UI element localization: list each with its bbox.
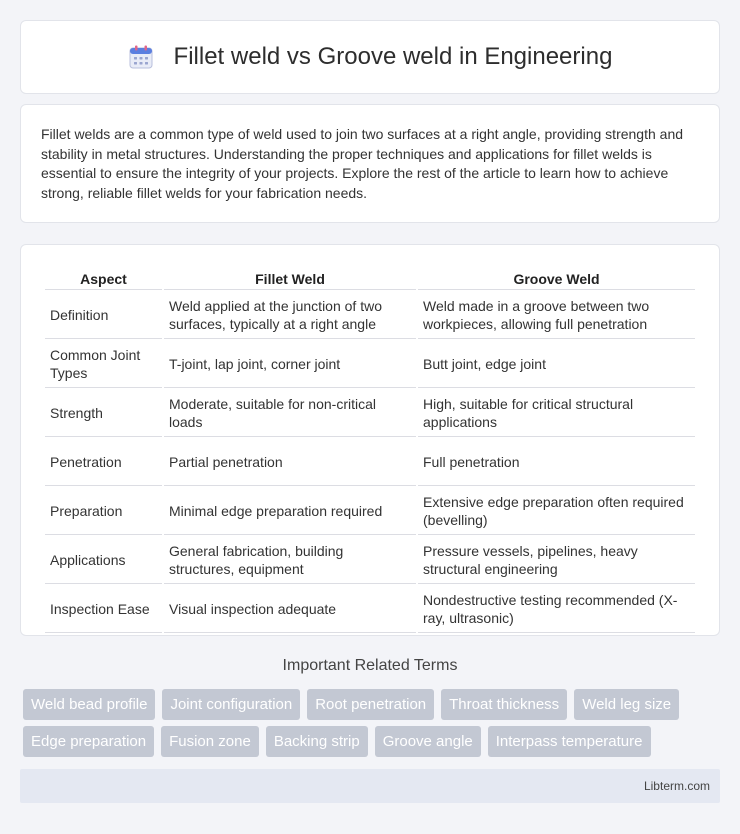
term-tag[interactable]: Interpass temperature: [488, 726, 651, 757]
groove-cell: High, suitable for critical structural applications: [418, 390, 695, 437]
groove-cell: Weld made in a groove between two workpieces, allowing full penetration: [418, 292, 695, 339]
table-header-row: [45, 267, 695, 290]
header-fillet-weld: Fillet Weld: [164, 267, 416, 290]
aspect-cell: Common Joint Types: [45, 341, 162, 388]
groove-cell: Full penetration: [418, 439, 695, 486]
fillet-cell: Minimal edge preparation required: [164, 488, 416, 535]
fillet-cell: T-joint, lap joint, corner joint: [164, 341, 416, 388]
groove-cell: Extensive edge preparation often required (bevelling): [418, 488, 695, 535]
term-tag[interactable]: Backing strip: [266, 726, 368, 757]
related-terms-row-1: [23, 689, 723, 720]
groove-cell: Pressure vessels, pipelines, heavy structural engineering: [418, 537, 695, 584]
term-tag[interactable]: Edge preparation: [23, 726, 154, 757]
table-row: [45, 537, 695, 584]
aspect-cell: Penetration: [45, 439, 162, 486]
fillet-cell: General fabrication, building structures, equipment: [164, 537, 416, 584]
table-row: [45, 488, 695, 535]
fillet-cell: Visual inspection adequate: [164, 586, 416, 633]
table-row: [45, 341, 695, 388]
aspect-cell: Applications: [45, 537, 162, 584]
table-row: [45, 390, 695, 437]
header-card: [20, 20, 720, 94]
related-terms-row-2: [23, 726, 723, 757]
comparison-table-card: [20, 244, 720, 636]
table-row: [45, 586, 695, 633]
term-tag[interactable]: Groove angle: [375, 726, 481, 757]
term-tag[interactable]: Root penetration: [307, 689, 434, 720]
related-terms-title: Important Related Terms: [282, 657, 458, 674]
intro-paragraph: Fillet welds are a common type of weld used to join two surfaces at a right angle, providing strength and stability in metal structures. Understanding the proper techniques and applications for fillet welds is essential to ensure the integrity of your projects. Explore the rest of the article to learn how to achieve strong, reliable fillet welds for your fabrication needs.: [41, 126, 684, 201]
aspect-cell: Definition: [45, 292, 162, 339]
aspect-cell: Inspection Ease: [45, 586, 162, 633]
footer-source[interactable]: Libterm.com: [20, 769, 720, 803]
fillet-cell: Weld applied at the junction of two surfaces, typically at a right angle: [164, 292, 416, 339]
calendar-icon: [128, 44, 154, 70]
comparison-table: [43, 265, 697, 635]
aspect-cell: Strength: [45, 390, 162, 437]
groove-cell: Nondestructive testing recommended (X-ray, ultrasonic): [418, 586, 695, 633]
term-tag[interactable]: Weld leg size: [574, 689, 679, 720]
header-groove-weld: Groove Weld: [418, 267, 695, 290]
term-tag[interactable]: Fusion zone: [161, 726, 259, 757]
table-row: [45, 439, 695, 486]
fillet-cell: Partial penetration: [164, 439, 416, 486]
table-row: [45, 292, 695, 339]
groove-cell: Butt joint, edge joint: [418, 341, 695, 388]
intro-card: [20, 104, 720, 223]
term-tag[interactable]: Joint configuration: [162, 689, 300, 720]
fillet-cell: Moderate, suitable for non-critical loads: [164, 390, 416, 437]
header-aspect: Aspect: [45, 267, 162, 290]
term-tag[interactable]: Weld bead profile: [23, 689, 155, 720]
page-title: Fillet weld vs Groove weld in Engineering: [173, 43, 613, 70]
aspect-cell: Preparation: [45, 488, 162, 535]
term-tag[interactable]: Throat thickness: [441, 689, 567, 720]
